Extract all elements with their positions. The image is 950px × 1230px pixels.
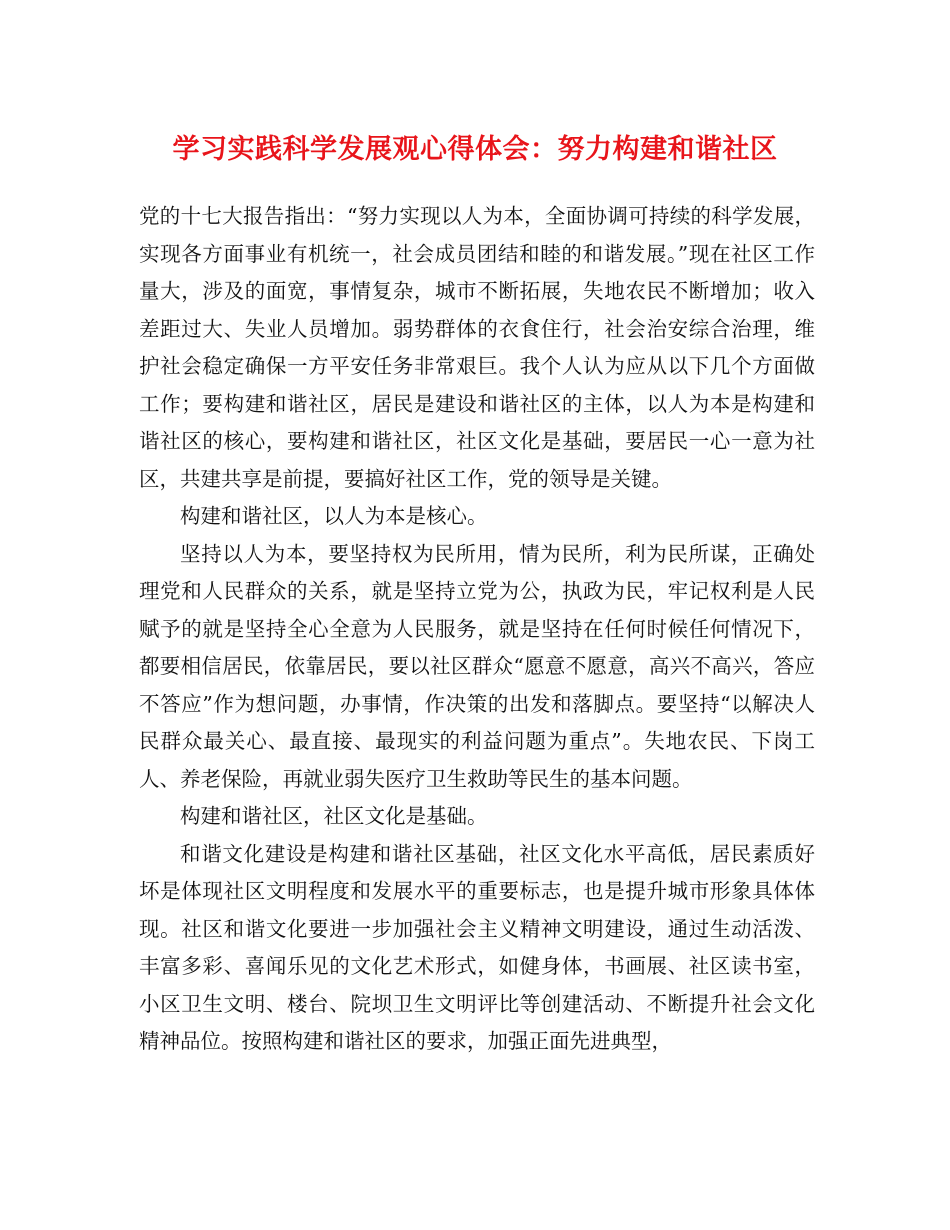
body-paragraph-people-oriented: 坚持以人为本，要坚持权为民所用，情为民所，利为民所谋，正确处理党和人民群众的关系，就是坚持立党为公，执政为民，牢记权利是人民赋予的就是坚持全心全意为人民服务，就是坚持在任何时候任何情况下，都要相信居民，依靠居民，要以社区群众“愿意不愿意，高兴不高兴，答应不答应”作为想问题，办事情，作决策的出发和落脚点。要坚持“以解决人民群众最关心、最直接、最现实的利益问题为重点”。失地农民、下岗工人、养老保险，再就业弱失医疗卫生救助等民生的基本问题。 <box>139 541 815 791</box>
section-heading-culture: 构建和谐社区，社区文化是基础。 <box>180 804 488 828</box>
body-paragraph-harmonious-culture: 和谐文化建设是构建和谐社区基础，社区文化水平高低，居民素质好坏是体现社区文明程度和发展水平的重要标志，也是提升城市形象具体体现。社区和谐文化要进一步加强社会主义精神文明建设，通过生动活泼、丰富多彩、喜闻乐见的文化艺术形式，如健身体，书画展、社区读书室，小区卫生文明、楼台、院坝卫生文明评比等创建活动、不断提升社会文化精神品位。按照构建和谐社区的要求，加强正面先进典型， <box>139 841 815 1053</box>
section-heading-core: 构建和谐社区，以人为本是核心。 <box>180 504 488 528</box>
document-body <box>139 198 815 1061</box>
document-title: 学习实践科学发展观心得体会：努力构建和谐社区 <box>172 134 778 165</box>
body-paragraph-intro: 党的十七大报告指出：“努力实现以人为本，全面协调可持续的科学发展，实现各方面事业有机统一，社会成员团结和睦的和谐发展。”现在社区工作量大，涉及的面宽，事情复杂，城市不断拓展，失地农民不断增加；收入差距过大、失业人员增加。弱势群体的衣食住行，社会治安综合治理，维护社会稳定确保一方平安任务非常艰巨。我个人认为应从以下几个方面做工作；要构建和谐社区，居民是建设和谐社区的主体，以人为本是构建和谐社区的核心，要构建和谐社区，社区文化是基础，要居民一心一意为社区，共建共享是前提，要搞好社区工作，党的领导是关键。 <box>139 204 815 491</box>
